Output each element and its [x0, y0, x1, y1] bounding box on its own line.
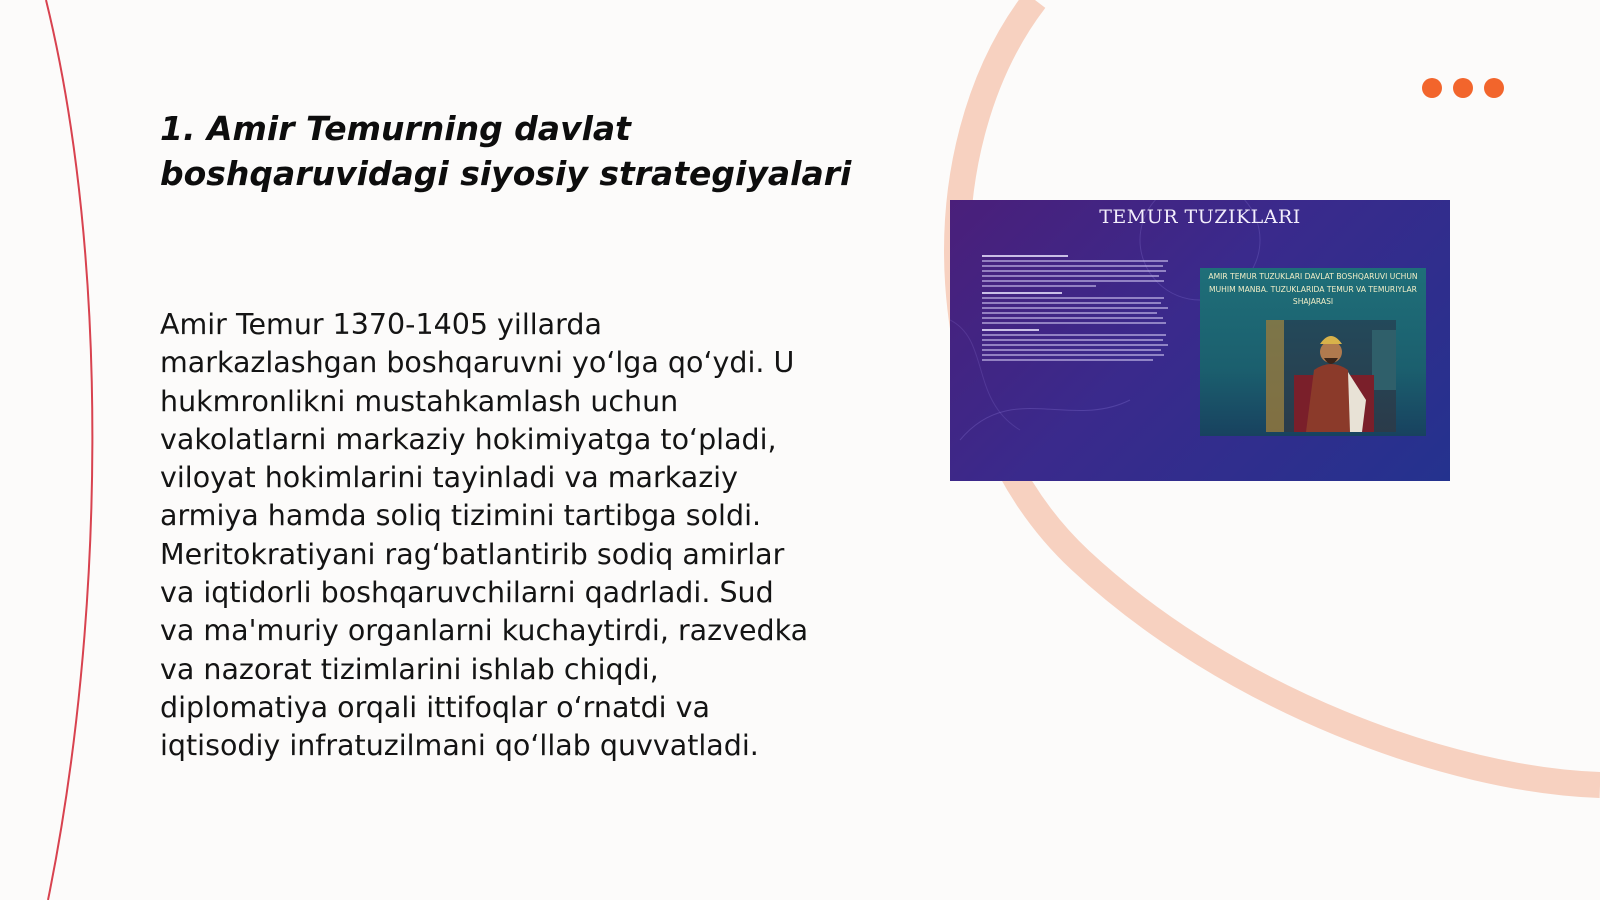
text-line [982, 255, 1068, 257]
portrait-figure [1266, 320, 1396, 432]
dot-3 [1484, 78, 1504, 98]
temur-tuziklari-slide-image [950, 200, 1450, 481]
image-panel [1200, 268, 1426, 436]
body-line: hukmronlikni mustahkamlash uchun [160, 384, 679, 418]
text-line [982, 260, 1168, 262]
body-line: diplomatiya orqali ittifoqlar o‘rnatdi va [160, 690, 710, 724]
body-line: markazlashgan boshqaruvni yo‘lga qo‘ydi. U [160, 346, 795, 380]
text-line [982, 280, 1164, 282]
text-line [982, 322, 1166, 324]
three-dots-icon [1422, 78, 1504, 98]
body-paragraph [160, 306, 860, 766]
text-line [982, 317, 1163, 319]
body-line: Amir Temur 1370-1405 yillarda [160, 308, 602, 341]
text-line [982, 349, 1161, 351]
text-line [982, 292, 1062, 294]
body-line: Meritokratiyani rag‘batlantirib sodiq amirlar [160, 537, 785, 571]
portrait-image [1266, 320, 1396, 432]
text-line [982, 312, 1157, 314]
title-line-1: 1. Amir Temurning davlat [160, 109, 631, 148]
text-line [982, 265, 1163, 267]
text-line [982, 302, 1161, 304]
text-line [982, 344, 1168, 346]
body-line: vakolatlarni markaziy hokimiyatga to‘pladi, [160, 422, 777, 456]
dot-2 [1453, 78, 1473, 98]
image-title: TEMUR TUZIKLARI [1099, 206, 1301, 228]
text-line [982, 297, 1164, 299]
text-line [982, 270, 1166, 272]
text-line [982, 329, 1039, 331]
body-line: va nazorat tizimlarini ishlab chiqdi, [160, 652, 659, 686]
image-text-block [982, 250, 1172, 364]
text-line [982, 354, 1164, 356]
left-accent-line [46, 0, 92, 900]
dot-1 [1422, 78, 1442, 98]
text-line [982, 275, 1159, 277]
text-line [982, 285, 1096, 287]
body-line: viloyat hokimlarini tayinladi va markaziy [160, 461, 738, 495]
slide-title [160, 106, 860, 196]
title-line-2: boshqaruvidagi siyosiy strategiyalari [160, 154, 852, 193]
text-line [982, 359, 1153, 361]
body-line: armiya hamda soliq tizimini tartibga soldi. [160, 499, 762, 533]
body-line: va ma'muriy organlarni kuchaytirdi, razvedka [160, 614, 809, 648]
body-line: iqtisodiy infratuzilmani qo‘llab quvvatladi. [160, 729, 759, 763]
text-line [982, 307, 1168, 309]
text-line [982, 339, 1163, 341]
body-line: va iqtidorli boshqaruvchilarni qadrladi. Sud [160, 576, 774, 610]
panel-caption: AMIR TEMUR TUZUKLARI DAVLAT BOSHQARUVI UCHUN MUHIM MANBA. TUZUKLARIDA TEMUR VA TEMURIYLAR SHAJARASI [1208, 272, 1418, 306]
text-line [982, 334, 1166, 336]
